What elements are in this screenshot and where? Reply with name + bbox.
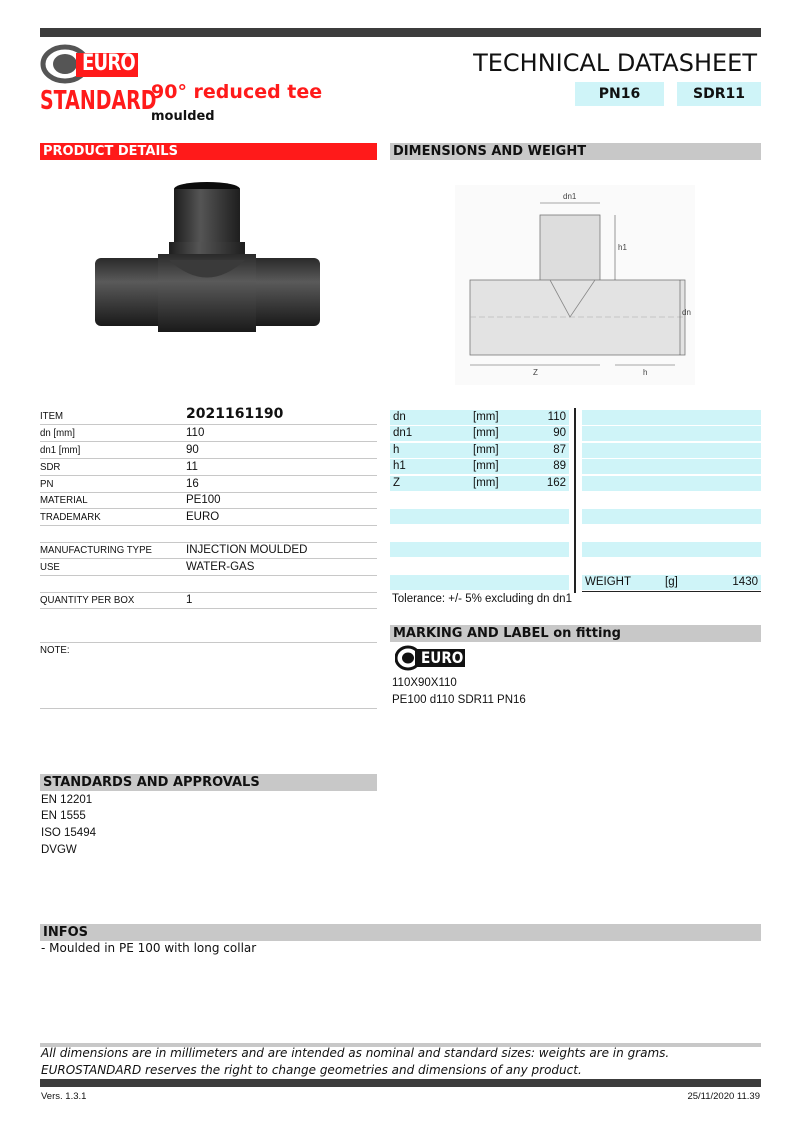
dim-col2-row-4: [582, 459, 761, 474]
pn-badge: PN16: [575, 82, 664, 106]
sdr-badge: SDR11: [677, 82, 761, 106]
standard-item: ISO 15494: [41, 827, 96, 839]
dim-row-empty-3: [390, 575, 569, 590]
detail-row-blank3: [40, 626, 377, 643]
detail-row-use: USE WATER-GAS: [40, 559, 377, 576]
marking-header: MARKING AND LABEL on fitting: [390, 625, 761, 642]
dim-row-dn: dn [mm] 110: [390, 410, 569, 425]
detail-row-blank: [40, 526, 377, 543]
dim-col2-row-3: [582, 443, 761, 458]
standard-item: DVGW: [41, 844, 77, 856]
eurostandard-logo: [40, 44, 157, 122]
detail-row-sdr: SDR 11: [40, 459, 377, 476]
detail-row-dn: dn [mm] 110: [40, 425, 377, 442]
logo-top-text: EURO: [82, 51, 135, 76]
infos-header: INFOS: [40, 924, 761, 941]
detail-row-trademark: TRADEMARK EURO: [40, 509, 377, 526]
dim-col2-row-2: [582, 426, 761, 441]
date-text: 25/11/2020 11.39: [687, 1091, 760, 1102]
dim-row-empty-1: [390, 509, 569, 524]
version-text: Vers. 1.3.1: [41, 1091, 87, 1102]
marking-line-2: PE100 d110 SDR11 PN16: [392, 694, 526, 706]
disclaimer-line-1: All dimensions are in millimeters and are intended as nominal and standard sizes: weights are in grams.: [41, 1046, 670, 1060]
detail-row-item: ITEM 2021161190: [40, 408, 377, 425]
detail-row-blank2: [40, 576, 377, 593]
technical-drawing: [455, 185, 695, 385]
drawing-h1-label: h1: [618, 243, 627, 252]
detail-row-pn: PN 16: [40, 476, 377, 493]
top-bar: [40, 28, 761, 37]
weight-underline: [582, 591, 761, 592]
note-underline: [40, 708, 377, 709]
product-details-header: PRODUCT DETAILS: [40, 143, 377, 160]
standard-item: EN 1555: [41, 810, 86, 822]
dim-row-h: h [mm] 87: [390, 443, 569, 458]
weight-value: 1430: [732, 576, 758, 588]
drawing-z-label: Z: [533, 368, 538, 377]
marking-logo-text: EURO: [421, 648, 464, 667]
detail-row-quantity: QUANTITY PER BOX 1: [40, 592, 377, 609]
marking-logo: [395, 645, 467, 671]
weight-label: WEIGHT: [585, 576, 631, 588]
bottom-bar: [40, 1079, 761, 1087]
product-photo: [90, 180, 330, 335]
info-item: - Moulded in PE 100 with long collar: [41, 941, 257, 955]
note-label: NOTE:: [40, 644, 70, 656]
tolerance-text: Tolerance: +/- 5% excluding dn dn1: [392, 593, 572, 605]
dim-col2-row-1: [582, 410, 761, 425]
standard-item: EN 12201: [41, 794, 93, 806]
product-subtitle: moulded: [151, 109, 215, 124]
detail-row-material: MATERIAL PE100: [40, 492, 377, 509]
drawing-h-label: h: [643, 368, 648, 377]
weight-unit: [g]: [665, 576, 678, 588]
dim-row-empty-2: [390, 542, 569, 557]
dim-col2-row-7: [582, 542, 761, 557]
drawing-dn1-label: dn1: [563, 192, 577, 201]
standards-header: STANDARDS AND APPROVALS: [40, 774, 377, 791]
detail-row-dn1: dn1 [mm] 90: [40, 442, 377, 459]
logo-bottom-text: STANDARD: [40, 86, 157, 116]
doc-title: TECHNICAL DATASHEET: [473, 49, 757, 77]
dim-row-z: Z [mm] 162: [390, 476, 569, 491]
table-divider: [574, 408, 576, 593]
detail-row-manufacturing: MANUFACTURING TYPE INJECTION MOULDED: [40, 542, 377, 559]
marking-line-1: 110X90X110: [392, 677, 457, 689]
dim-row-h1: h1 [mm] 89: [390, 459, 569, 474]
weight-row: [582, 575, 761, 590]
drawing-dn-label: dn: [682, 308, 691, 317]
product-title: 90° reduced tee: [151, 81, 323, 103]
dim-row-dn1: dn1 [mm] 90: [390, 426, 569, 441]
disclaimer-line-2: EUROSTANDARD reserves the right to change geometries and dimensions of any product.: [41, 1063, 582, 1077]
dimensions-weight-header: DIMENSIONS AND WEIGHT: [390, 143, 761, 160]
dim-col2-row-5: [582, 476, 761, 491]
dim-col2-row-6: [582, 509, 761, 524]
